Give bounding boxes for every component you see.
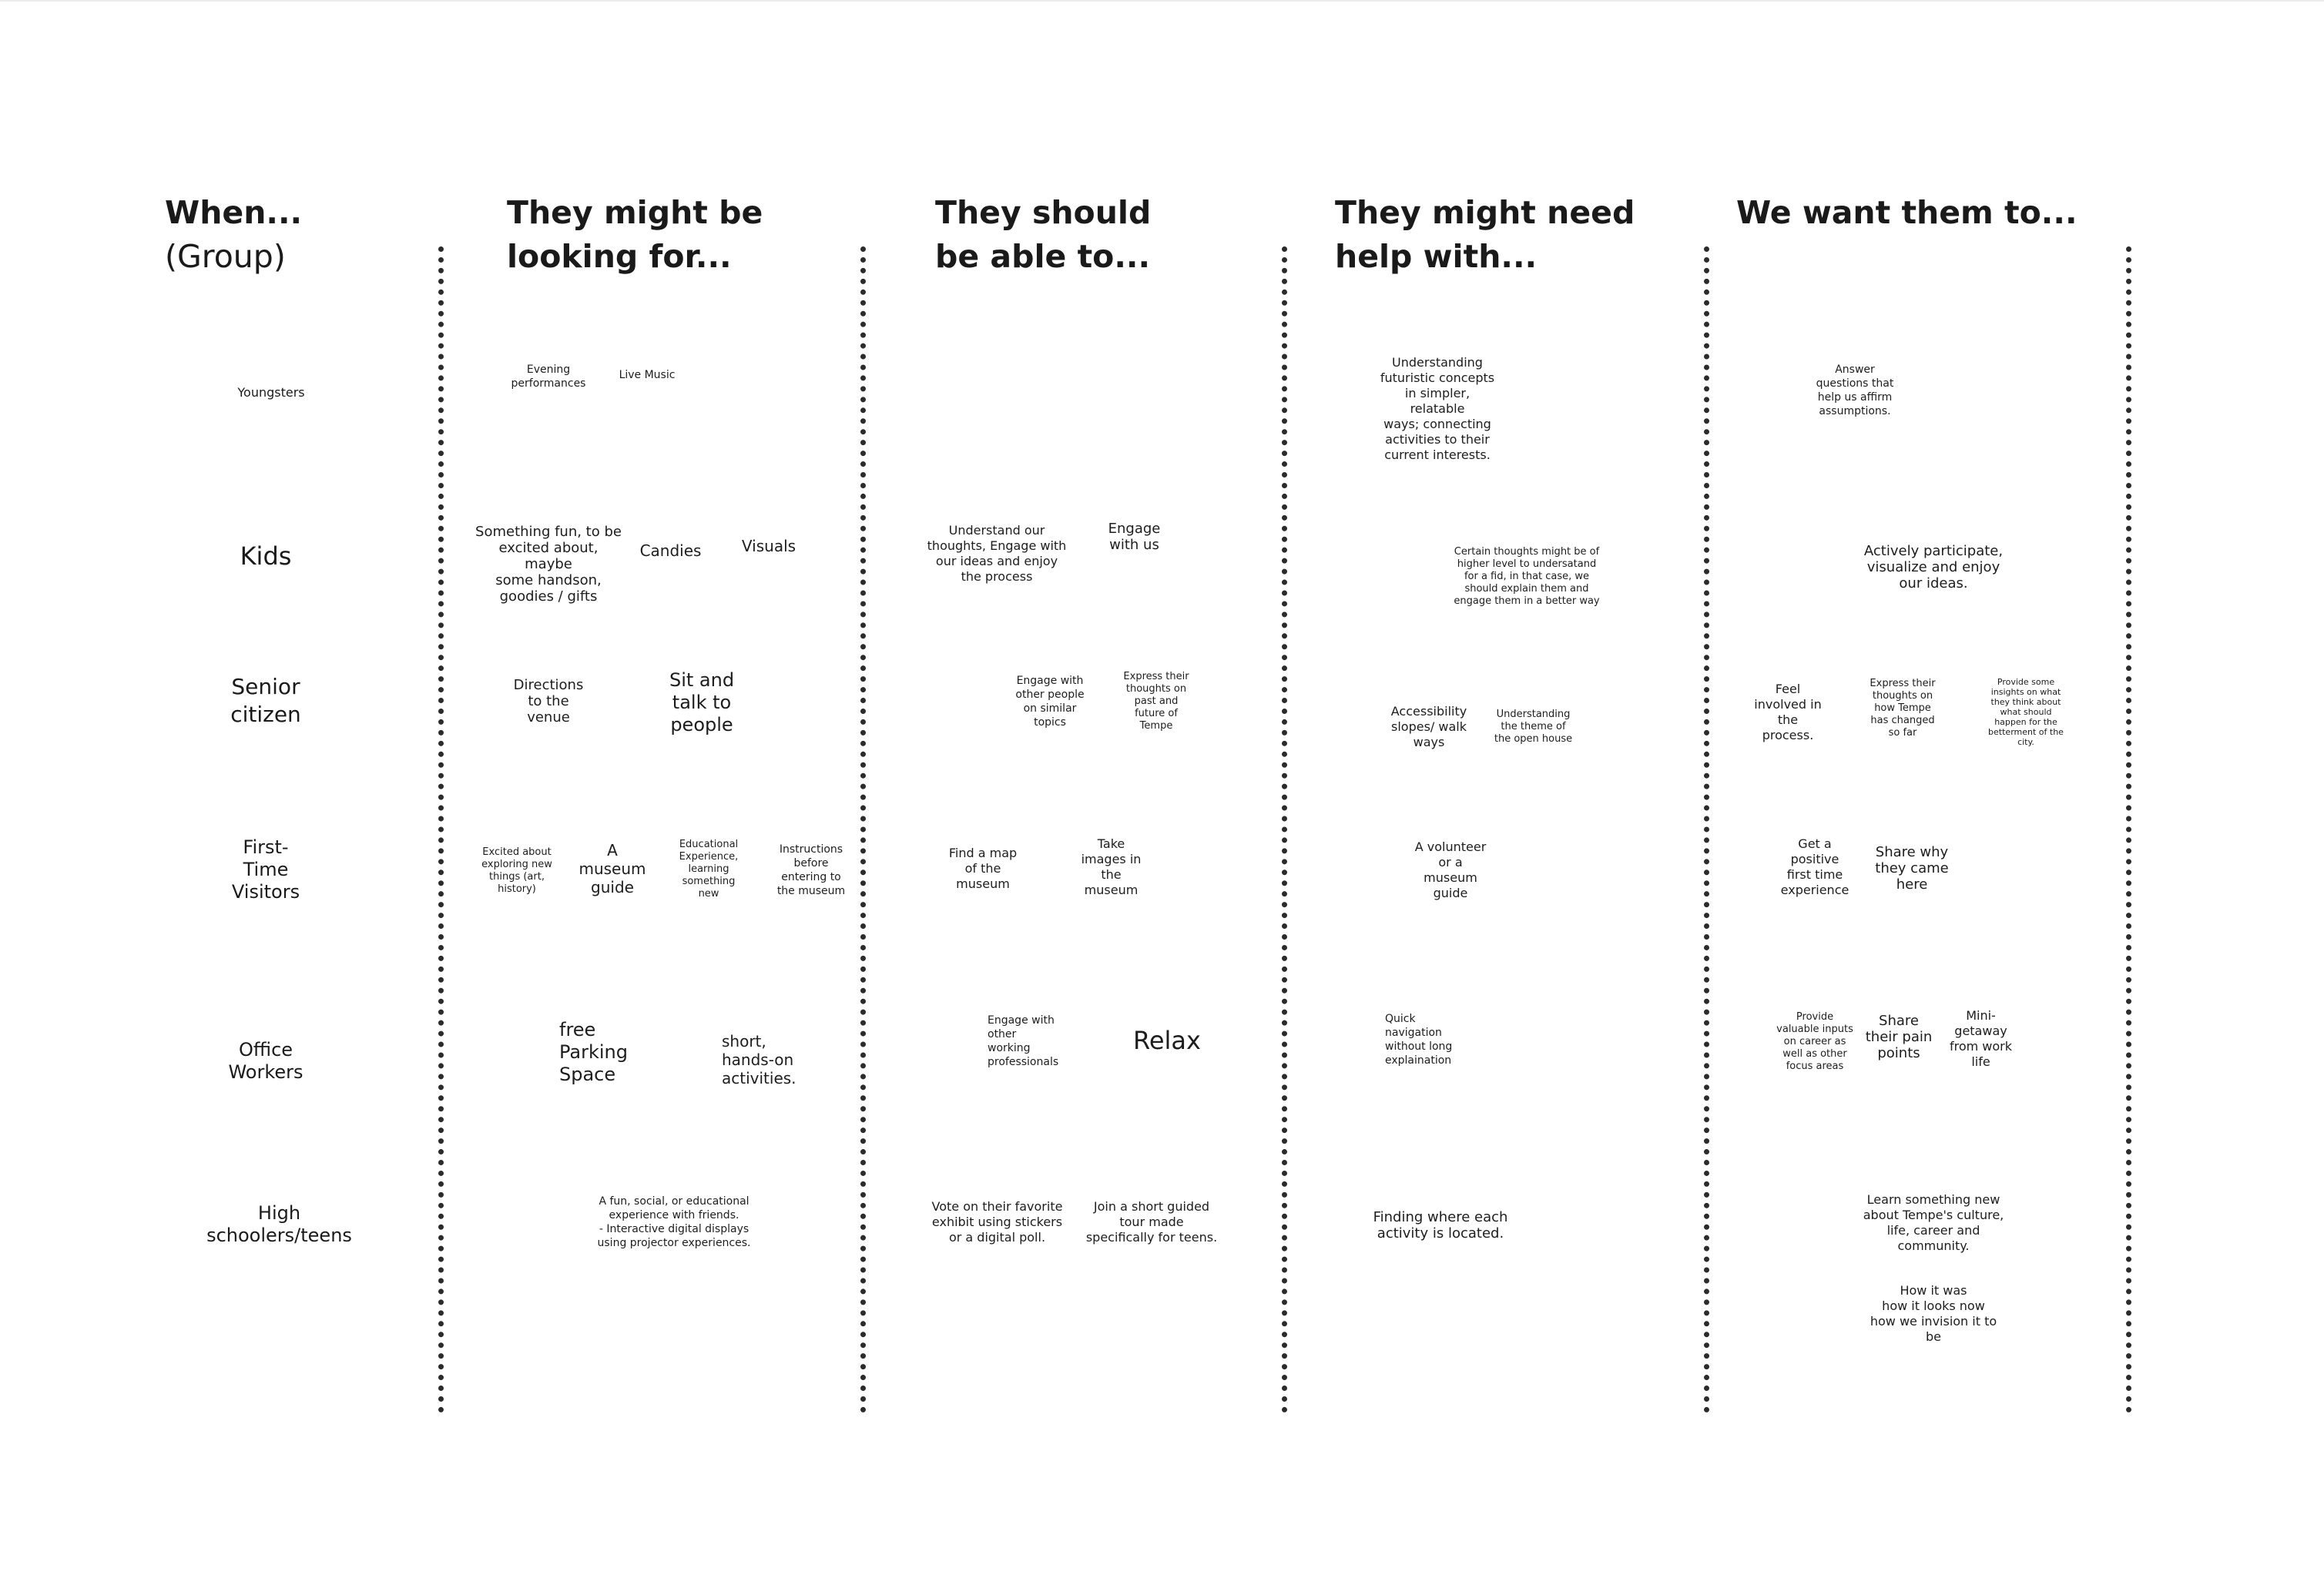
header-looking-for (507, 191, 763, 279)
sticky-note: Evening performances (511, 364, 586, 390)
sticky-note: Instructions before entering to the museum (776, 843, 846, 897)
sticky-note: Quick navigation without long explaination (1385, 1013, 1453, 1067)
sticky-note: Actively participate, visualize and enjoy our ideas. (1863, 543, 2004, 591)
sticky-note: A museum guide (578, 841, 646, 896)
group-senior-citizen: Senior citizen (230, 674, 301, 727)
group-first-time-visitors: First- Time Visitors (231, 836, 300, 903)
header-able-to (935, 191, 1151, 279)
group-youngsters: Youngsters (237, 385, 305, 400)
group-kids: Kids (240, 541, 292, 571)
sticky-note: Find a map of the museum (948, 846, 1018, 891)
sticky-note: Visuals (741, 537, 796, 555)
sticky-note: Feel involved in the process. (1754, 682, 1822, 742)
header-help-line2: help with... (1335, 238, 1538, 275)
header-when (165, 191, 302, 279)
sticky-note: Directions to the venue (513, 677, 584, 725)
sticky-note: Express their thoughts on how Tempe has changed so far (1870, 678, 1936, 739)
header-want-line1: We want them to... (1736, 194, 2078, 231)
column-divider (2126, 246, 2131, 1413)
sticky-note: Engage with us (1108, 521, 1161, 553)
header-when-sub: (Group) (165, 238, 286, 275)
sticky-note: Finding where each activity is located. (1373, 1209, 1508, 1241)
sticky-note: How it was how it looks now how we invision it to be (1870, 1283, 1997, 1344)
header-help-line1: They might need (1335, 194, 1635, 231)
column-divider (438, 246, 444, 1413)
column-divider (1282, 246, 1287, 1413)
sticky-note: Vote on their favorite exhibit using stickers or a digital poll. (931, 1199, 1063, 1245)
sticky-note: Excited about exploring new things (art, history) (481, 846, 552, 895)
sticky-note: Mini- getaway from work life (1949, 1008, 2013, 1069)
sticky-note: Join a short guided tour made specifically for teens. (1085, 1199, 1218, 1245)
sticky-note: free Parking Space (559, 1019, 628, 1085)
column-divider (860, 246, 866, 1413)
sticky-note: Sit and talk to people (669, 669, 735, 736)
sticky-note: short, hands-on activities. (722, 1032, 796, 1087)
sticky-note: A volunteer or a museum guide (1414, 839, 1487, 900)
sticky-note: Share why they came here (1875, 844, 1949, 893)
sticky-note: Educational Experience, learning something new (679, 839, 739, 900)
sticky-note: Engage with other working professionals (988, 1014, 1059, 1068)
sticky-note: Certain thoughts might be of higher level to undersatand for a fid, in that case, we should explain them and engage them in a better way (1454, 546, 1600, 607)
sticky-note: Understanding futuristic concepts in simpler, relatable ways; connecting activities to their current interests. (1380, 355, 1495, 462)
group-office-workers: Office Workers (228, 1039, 303, 1083)
sticky-note: Relax (1133, 1026, 1201, 1055)
header-looking-line2: looking for... (507, 238, 732, 275)
sticky-note: Provide some insights on what they think about what should happen for the betterment of the city. (1988, 677, 2064, 747)
sticky-note: Understanding the theme of the open house (1494, 709, 1573, 745)
sticky-note: Get a positive first time experience (1780, 836, 1849, 897)
sticky-note: A fun, social, or educational experience with friends. - Interactive digital displays using projector experiences. (597, 1195, 751, 1249)
sticky-note: Candies (639, 541, 702, 560)
sticky-note: Something fun, to be excited about, maybe some handson, goodies / gifts (475, 524, 622, 605)
group-high-schoolers: High schoolers/teens (206, 1202, 352, 1246)
header-when-title: When... (165, 194, 303, 231)
sticky-note: Answer questions that help us affirm assumptions. (1816, 364, 1894, 417)
header-looking-line1: They might be (507, 194, 763, 231)
sticky-note: Share their pain points (1865, 1013, 1933, 1061)
sticky-note: Accessibility slopes/ walk ways (1390, 704, 1467, 749)
header-help-with (1335, 191, 1635, 279)
sticky-note: Learn something new about Tempe's culture, life, career and community. (1863, 1192, 2004, 1253)
sticky-note: Take images in the museum (1081, 836, 1142, 897)
top-border (0, 0, 2324, 2)
header-able-line1: They should (935, 194, 1152, 231)
sticky-note: Provide valuable inputs on career as well as other focus areas (1776, 1011, 1853, 1072)
header-want-them (1736, 191, 2078, 235)
column-divider (1704, 246, 1709, 1413)
sticky-note: Engage with other people on similar topics (1015, 675, 1085, 729)
sticky-note: Live Music (619, 369, 676, 381)
sticky-note: Express their thoughts on past and future of Tempe (1123, 671, 1189, 732)
header-able-line2: be able to... (935, 238, 1151, 275)
sticky-note: Understand our thoughts, Engage with our ideas and enjoy the process (927, 523, 1067, 584)
